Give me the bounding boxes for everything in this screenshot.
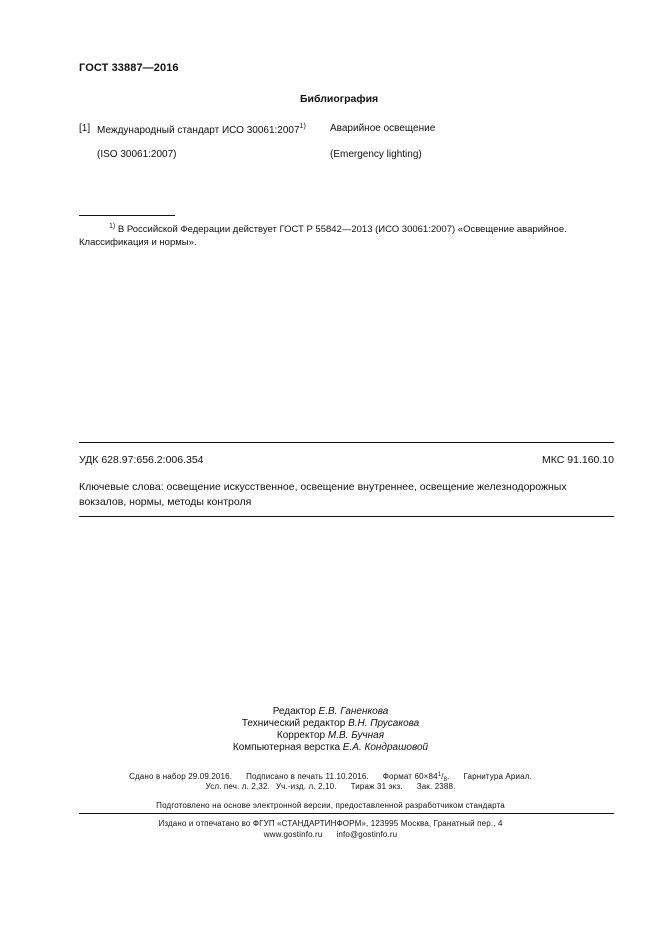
- print-info-line-2: [0, 781, 661, 792]
- credit-name: Е.В. Ганенкова: [318, 706, 389, 717]
- format-fraction-num: 1: [437, 772, 442, 778]
- credit-role: Редактор: [272, 706, 316, 717]
- credit-name: В.Н. Прусакова: [348, 718, 420, 729]
- divider-publisher: [79, 813, 614, 814]
- submitted-date: Сдано в набор 29.09.2016.: [129, 772, 233, 781]
- prepared-note: Подготовлено на основе электронной версии, предоставленной разработчиком стандарта: [156, 801, 505, 810]
- footnote-reference-mark: 1): [299, 123, 306, 130]
- credit-editor: [0, 706, 661, 718]
- divider-top: [79, 442, 614, 443]
- credit-layout: [0, 742, 661, 754]
- circulation: Тираж 31 экз.: [350, 782, 403, 791]
- bibliography-entry-title-ru: Аварийное освещение: [330, 123, 436, 134]
- footnote-text: В Российской Федерации действует ГОСТ Р 55842—2013 (ИСО 30061:2007) «Освещение аварийное. Классификация и нормы».: [79, 224, 567, 248]
- publisher-address: Издано и отпечатано во ФГУП «СТАНДАРТИНФОРМ», 123995 Москва, Гранатный пер., 4: [158, 819, 503, 828]
- typeface: Гарнитура Ариал.: [463, 772, 532, 781]
- divider-bottom: [79, 516, 614, 517]
- signed-date: Подписано в печать 11.10.2016.: [246, 772, 369, 781]
- standard-code: ГОСТ 33887—2016: [79, 62, 179, 74]
- bibliography-entry-title-en: (Emergency lighting): [330, 149, 422, 160]
- publisher-contacts: [0, 829, 661, 840]
- website-link[interactable]: www.gostinfo.ru: [263, 830, 323, 839]
- credit-name: Е.А. Кондрашовой: [342, 742, 429, 753]
- credit-role: Корректор: [276, 730, 326, 741]
- udk-code: УДК 628.97:656.2:006.354: [79, 454, 204, 466]
- bibliography-entry-designation-en: (ISO 30061:2007): [97, 149, 177, 160]
- publisher-sheets: Уч.-изд. л. 2,10.: [275, 782, 337, 791]
- bibliography-entry-number: [1]: [79, 123, 91, 134]
- credit-role: Компьютерная верстка: [232, 742, 341, 753]
- credit-corrector: [0, 730, 661, 742]
- print-sheets: Усл. печ. л. 2,32.: [205, 782, 270, 791]
- format-fraction-den: 8: [443, 777, 448, 783]
- footnote-separator: [79, 215, 175, 216]
- order-number: Зак. 2388.: [416, 782, 456, 791]
- footnote: [79, 220, 614, 249]
- designation-text: Международный стандарт ИСО 30061:2007: [97, 125, 300, 136]
- bibliography-title: Библиография: [300, 93, 379, 105]
- email-link[interactable]: info@gostinfo.ru: [336, 830, 398, 839]
- credit-name: М.В. Бучная: [327, 730, 385, 741]
- paper-format: Формат 60×84: [382, 772, 438, 781]
- bibliography-entry-designation: [97, 123, 306, 136]
- footnote-mark: 1): [109, 223, 116, 230]
- credit-role: Технический редактор: [241, 718, 346, 729]
- mks-code: МКС 91.160.10: [542, 454, 614, 466]
- keywords: Ключевые слова: освещение искусственное, освещение внутреннее, освещение железнодорожных вокзалов, нормы, методы контроля: [79, 481, 567, 508]
- print-info-line-1: Сдано в набор 29.09.2016. Подписано в печать 11.10.2016. Формат $60\times 84^1/_8$. Гарнитура Ариал.: [129, 772, 532, 783]
- credit-technical-editor: [0, 718, 661, 730]
